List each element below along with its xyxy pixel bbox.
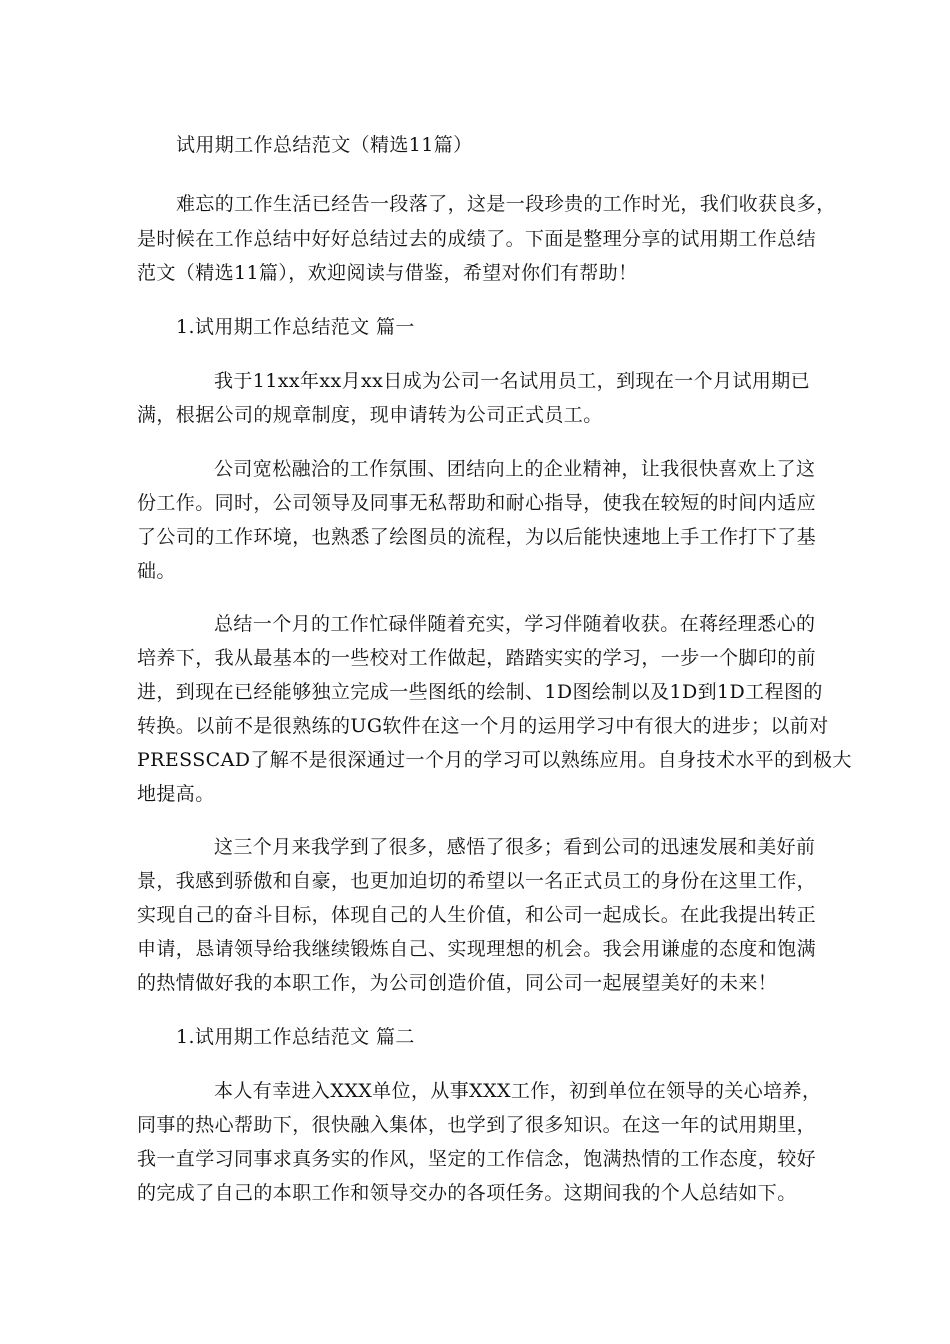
s1p1-line-1: 我于11xx年xx月xx日成为公司一名试用员工，到现在一个月试用期已: [214, 370, 811, 392]
s1p2-line-4: 础。: [137, 560, 176, 582]
s1p1-line-2: 满，根据公司的规章制度，现申请转为公司正式员工。: [137, 404, 603, 426]
s1p2-line-1: 公司宽松融洽的工作氛围、团结向上的企业精神，让我很快喜欢上了这: [214, 458, 816, 480]
s1p3-line-5: PRESSCAD了解不是很深通过一个月的学习可以熟练应用。自身技术水平的到极大: [137, 749, 852, 771]
s1p3-line-3: 进，到现在已经能够独立完成一些图纸的绘制、1D图绘制以及1D到1D工程图的: [137, 681, 823, 703]
s1p4-line-1: 这三个月来我学到了很多，感悟了很多；看到公司的迅速发展和美好前: [214, 836, 816, 858]
s1p4-line-3: 实现自己的奋斗目标，体现自己的人生价值，和公司一起成长。在此我提出转正: [137, 904, 817, 926]
s1p4-line-2: 景，我感到骄傲和自豪，也更加迫切的希望以一名正式员工的身份在这里工作，: [137, 870, 817, 892]
s2p1-line-3: 我一直学习同事求真务实的作风，坚定的工作信念，饱满热情的工作态度，较好: [137, 1148, 817, 1170]
intro-line-1: 难忘的工作生活已经告一段落了，这是一段珍贵的工作时光，我们收获良多，: [176, 193, 836, 215]
section-heading-1: 1.试用期工作总结范文 篇一: [176, 316, 415, 338]
s2p1-line-2: 同事的热心帮助下，很快融入集体，也学到了很多知识。在这一年的试用期里，: [137, 1114, 817, 1136]
s2p1-line-1: 本人有幸进入XXX单位，从事XXX工作，初到单位在领导的关心培养，: [214, 1080, 822, 1102]
section-heading-2: 1.试用期工作总结范文 篇二: [176, 1026, 415, 1048]
s1p3-line-6: 地提高。: [137, 783, 215, 805]
s1p3-line-2: 培养下，我从最基本的一些校对工作做起，踏踏实实的学习，一步一个脚印的前: [137, 647, 817, 669]
s1p2-line-3: 了公司的工作环境，也熟悉了绘图员的流程，为以后能快速地上手工作打下了基: [137, 526, 817, 548]
s1p3-line-4: 转换。以前不是很熟练的UG软件在这一个月的运用学习中有很大的进步；以前对: [137, 715, 829, 737]
s1p4-line-5: 的热情做好我的本职工作，为公司创造价值，同公司一起展望美好的未来！: [137, 972, 778, 994]
s2p1-line-4: 的完成了自己的本职工作和领导交办的各项任务。这期间我的个人总结如下。: [137, 1182, 797, 1204]
intro-line-2: 是时候在工作总结中好好总结过去的成绩了。下面是整理分享的试用期工作总结: [137, 228, 817, 250]
document-title: 试用期工作总结范文（精选11篇）: [176, 134, 473, 156]
intro-line-3: 范文（精选11篇），欢迎阅读与借鉴，希望对你们有帮助！: [137, 262, 638, 284]
s1p4-line-4: 申请，恳请领导给我继续锻炼自己、实现理想的机会。我会用谦虚的态度和饱满: [137, 938, 817, 960]
s1p3-line-1: 总结一个月的工作忙碌伴随着充实，学习伴随着收获。在蒋经理悉心的: [214, 613, 816, 635]
s1p2-line-2: 份工作。同时，公司领导及同事无私帮助和耐心指导，使我在较短的时间内适应: [137, 492, 817, 514]
